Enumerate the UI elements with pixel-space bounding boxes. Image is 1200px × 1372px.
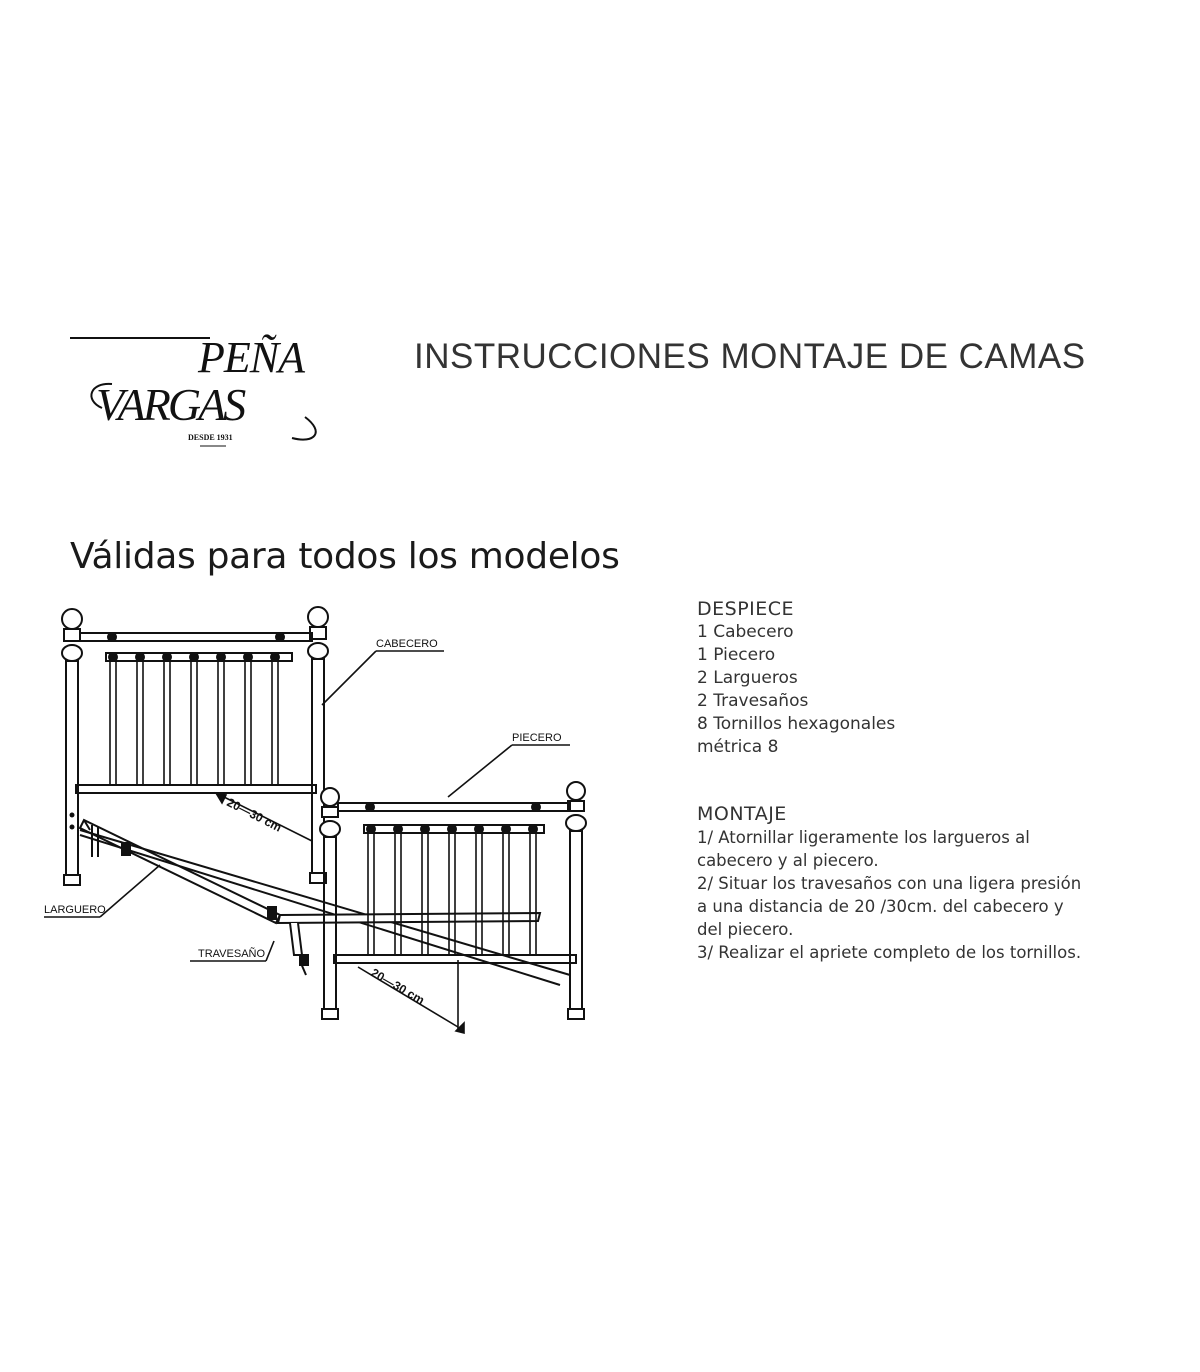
footboard-drawing	[320, 782, 586, 1019]
parts-item: 1 Piecero	[697, 645, 776, 665]
assembly-line: 3/ Realizar el apriete completo de los tornillos.	[697, 943, 1082, 962]
parts-item: 2 Travesaños	[697, 691, 809, 711]
pena-vargas-logo	[60, 322, 360, 462]
logo-tagline: DESDE 1931	[188, 433, 233, 442]
parts-item: 2 Largueros	[697, 668, 798, 688]
subtitle: Válidas para todos los modelos	[70, 536, 620, 577]
assembly-steps	[697, 802, 1081, 964]
assembly-line: cabecero y al piecero.	[697, 851, 879, 870]
logo-line2: VARGAS	[96, 379, 244, 430]
parts-item: 8 Tornillos hexagonales	[697, 714, 896, 734]
label-distance-bottom: 20—30 cm	[368, 965, 427, 1008]
page-title: INSTRUCCIONES MONTAJE DE CAMAS	[414, 337, 1086, 376]
assembly-line: del piecero.	[697, 920, 794, 939]
assembly-line: a una distancia de 20 /30cm. del cabecero y	[697, 897, 1064, 916]
parts-item: 1 Cabecero	[697, 622, 794, 642]
assembly-line: 2/ Situar los travesaños con una ligera presión	[697, 874, 1082, 893]
parts-item: métrica 8	[697, 737, 779, 757]
parts-heading: DESPIECE	[697, 598, 795, 620]
assembly-line: 1/ Atornillar ligeramente los largueros al	[697, 828, 1030, 847]
label-piecero: PIECERO	[512, 732, 562, 744]
logo-line1: PEÑA	[198, 333, 304, 382]
label-travesano: TRAVESAÑO	[198, 948, 266, 960]
label-larguero: LARGUERO	[44, 904, 106, 916]
parts-list	[697, 597, 895, 759]
label-cabecero: CABECERO	[376, 638, 438, 650]
headboard-drawing	[62, 607, 328, 885]
assembly-heading: MONTAJE	[697, 803, 787, 825]
label-distance-top: 20—30 cm	[224, 795, 284, 835]
bed-assembly-diagram	[40, 595, 620, 1045]
